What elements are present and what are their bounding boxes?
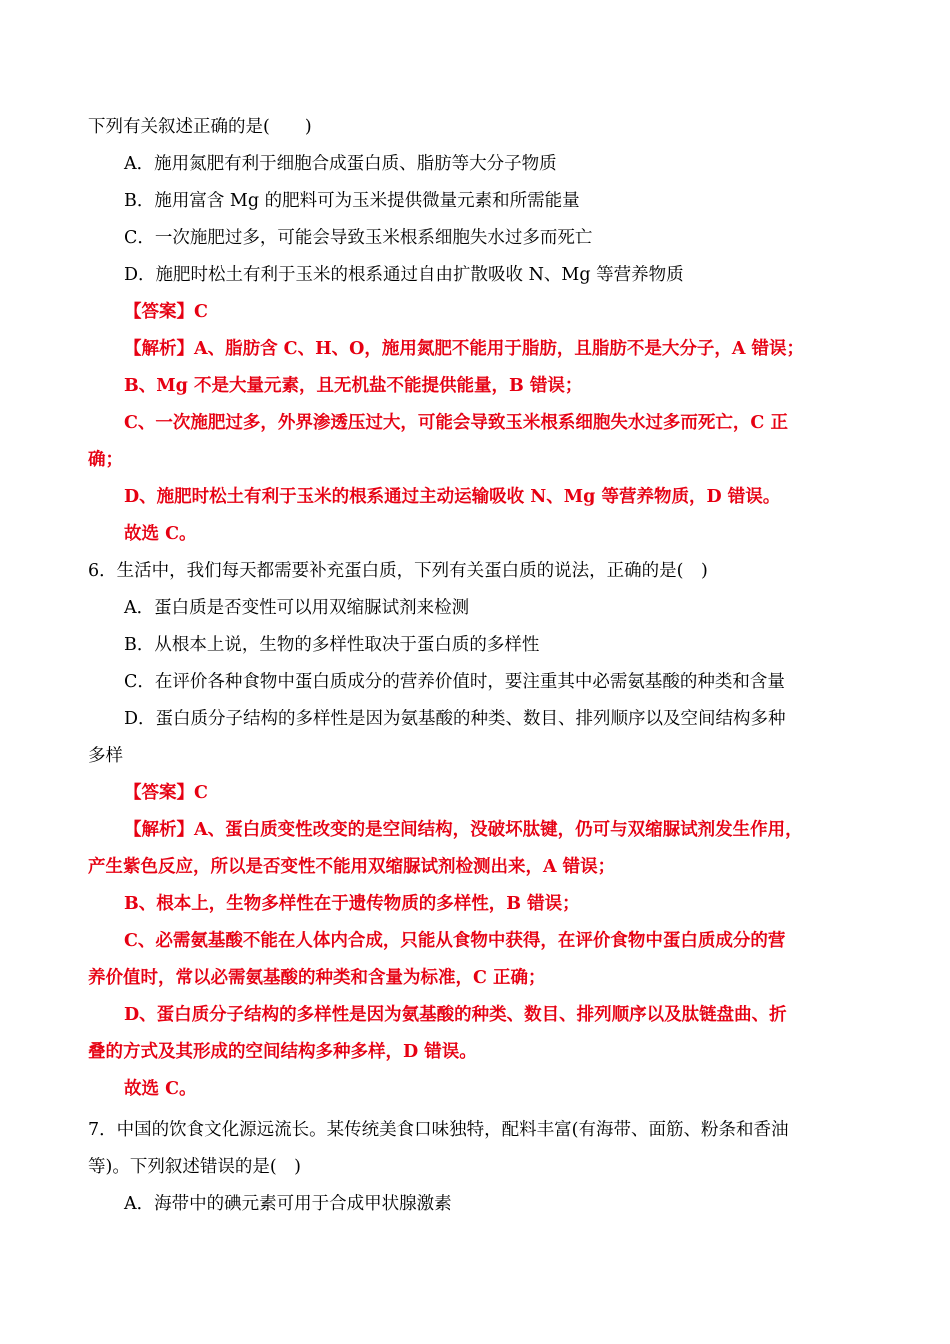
q6-analysis-line: B、根本上，生物多样性在于遗传物质的多样性，B 错误； (124, 894, 580, 914)
q5-option-a: A．施用氮肥有利于细胞合成蛋白质、脂肪等大分子物质 (124, 154, 557, 174)
q5-analysis-line: C、一次施肥过多，外界渗透压过大，可能会导致玉米根系细胞失水过多而死亡，C 正 (124, 413, 788, 433)
q6-analysis-line: C、必需氨基酸不能在人体内合成，只能从食物中获得，在评价食物中蛋白质成分的营 (124, 931, 786, 951)
q5-analysis-line: 确； (88, 450, 123, 470)
q6-option-b: B．从根本上说，生物的多样性取决于蛋白质的多样性 (124, 635, 540, 655)
q7-stem: 7．中国的饮食文化源远流长。某传统美食口味独特，配料丰富(有海带、面筋、粉条和香油 (88, 1120, 789, 1140)
q6-analysis-line: 产生紫色反应，所以是否变性不能用双缩脲试剂检测出来，A 错误； (88, 857, 616, 877)
q6-option-d-cont: 多样 (88, 746, 123, 766)
q5-analysis-line: 【解析】A、脂肪含 C、H、O，施用氮肥不能用于脂肪，且脂肪不是大分子，A 错误； (124, 339, 805, 359)
q6-analysis-line: 叠的方式及其形成的空间结构多种多样，D 错误。 (88, 1042, 477, 1062)
q6-analysis-line: 【解析】A、蛋白质变性改变的是空间结构，没破坏肽键，仍可与双缩脲试剂发生作用， (124, 820, 803, 840)
q5-option-d: D．施肥时松土有利于玉米的根系通过自由扩散吸收 N、Mg 等营养物质 (124, 265, 684, 285)
q5-conclusion: 故选 C。 (124, 524, 197, 544)
q6-option-a: A．蛋白质是否变性可以用双缩脲试剂来检测 (124, 598, 470, 618)
q6-stem: 6．生活中，我们每天都需要补充蛋白质，下列有关蛋白质的说法，正确的是( ) (88, 561, 708, 581)
q6-analysis-line: 养价值时，常以必需氨基酸的种类和含量为标准，C 正确； (88, 968, 546, 988)
q5-option-c: C．一次施肥过多，可能会导致玉米根系细胞失水过多而死亡 (124, 228, 593, 248)
q5-analysis-line: B、Mg 不是大量元素，且无机盐不能提供能量，B 错误； (124, 376, 583, 396)
q6-conclusion: 故选 C。 (124, 1079, 197, 1099)
q6-option-c: C．在评价各种食物中蛋白质成分的营养价值时，要注重其中必需氨基酸的种类和含量 (124, 672, 785, 692)
q7-stem-cont: 等)。下列叙述错误的是( ) (88, 1157, 301, 1177)
q7-option-a: A．海带中的碘元素可用于合成甲状腺激素 (124, 1194, 452, 1214)
q5-stem: 下列有关叙述正确的是( ) (88, 117, 312, 137)
q6-analysis-line: D、蛋白质分子结构的多样性是因为氨基酸的种类、数目、排列顺序以及肽链盘曲、折 (124, 1005, 787, 1025)
q6-option-d: D．蛋白质分子结构的多样性是因为氨基酸的种类、数目、排列顺序以及空间结构多种 (124, 709, 786, 729)
q5-analysis-line: D、施肥时松土有利于玉米的根系通过主动运输吸收 N、Mg 等营养物质，D 错误。 (124, 487, 781, 507)
q6-answer: 【答案】C (124, 783, 208, 803)
q5-option-b: B．施用富含 Mg 的肥料可为玉米提供微量元素和所需能量 (124, 191, 580, 211)
q5-answer: 【答案】C (124, 302, 208, 322)
